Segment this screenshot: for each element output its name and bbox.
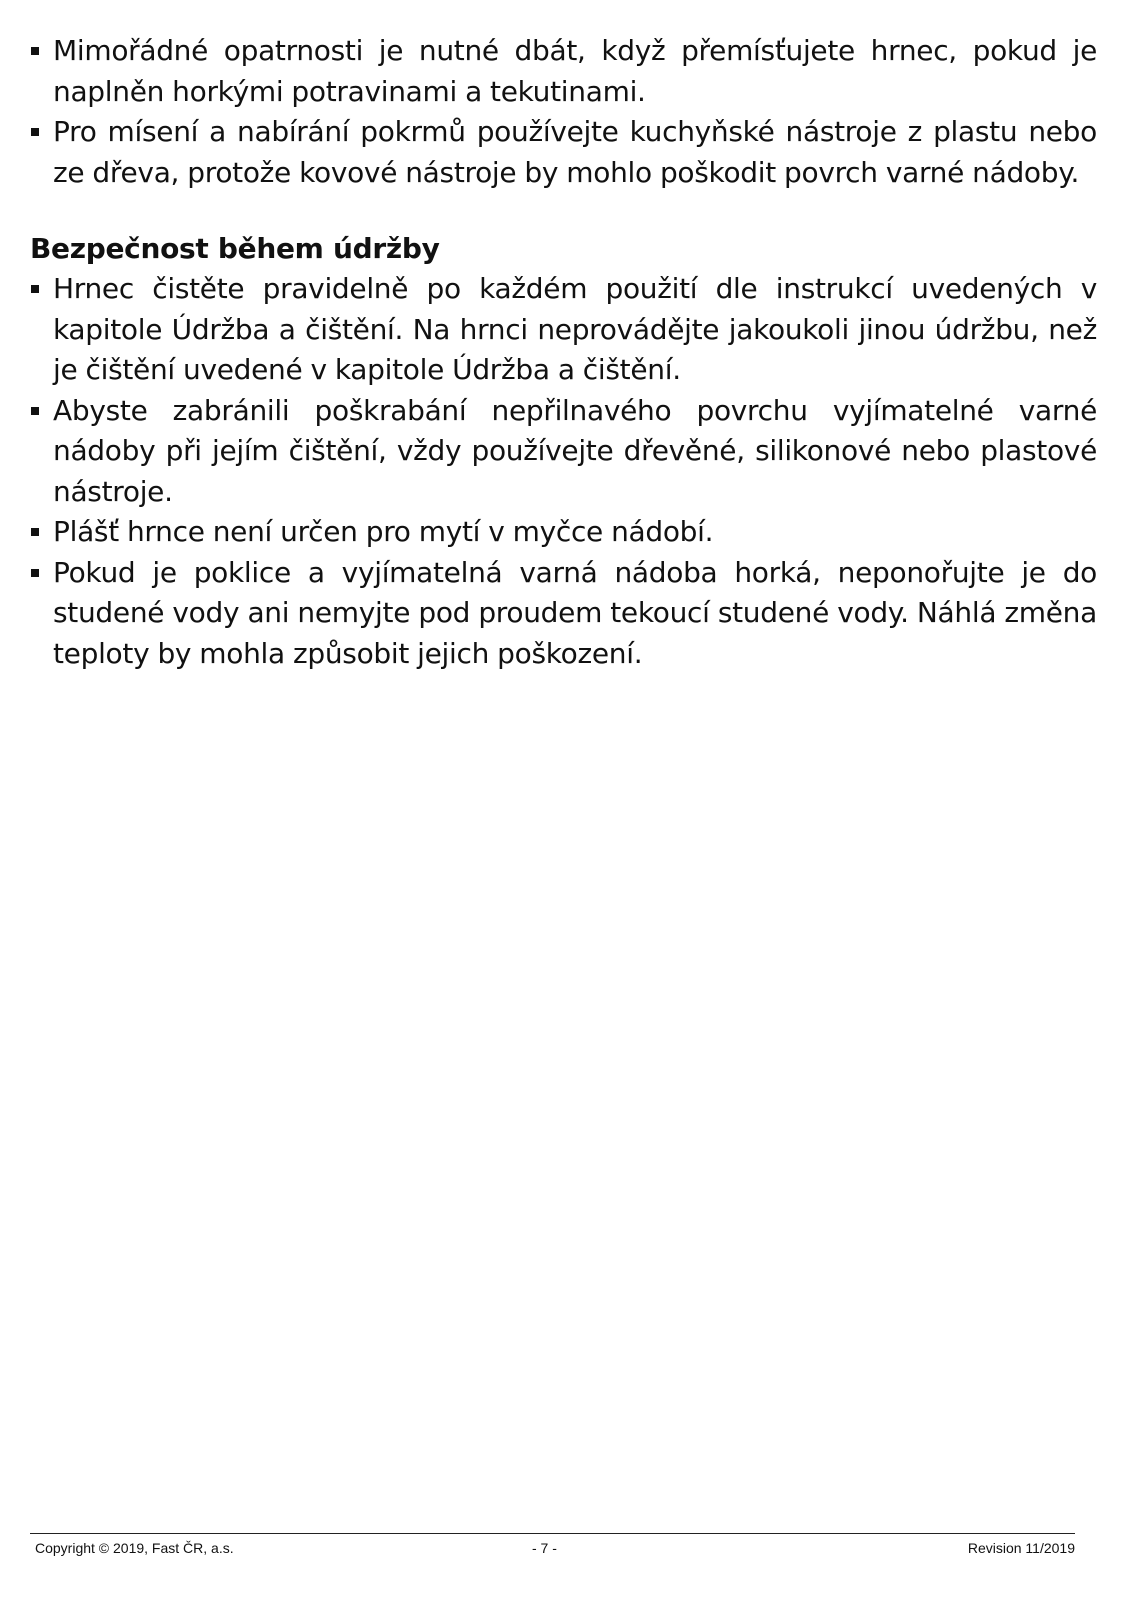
bullet-square-icon	[31, 285, 39, 293]
bullet-square-icon	[31, 407, 39, 415]
list-item-text: Hrnec čistěte pravidelně po každém použití dle instrukcí uvedených v kapitole Údržba a čištění. Na hrnci neprovádějte jakoukoli jinou údržbu, než je čištění uvedené v kapitole Údržba a čištění.	[53, 272, 1097, 386]
list-item	[30, 391, 1097, 513]
list-item	[30, 269, 1097, 391]
bullet-list-maintenance	[30, 269, 1097, 674]
list-item	[30, 112, 1097, 193]
bullet-square-icon	[31, 47, 39, 55]
list-item-text: Mimořádné opatrnosti je nutné dbát, když přemísťujete hrnec, pokud je naplněn horkými potravinami a tekutinami.	[53, 34, 1097, 108]
list-item	[30, 31, 1097, 112]
bullet-square-icon	[31, 128, 39, 136]
list-item-text: Abyste zabránili poškrabání nepřilnavého povrchu vyjímatelné varné nádoby při jejím čištění, vždy používejte dřevěné, silikonové nebo plastové nástroje.	[53, 393, 1097, 508]
list-item	[30, 512, 1097, 553]
bullet-square-icon	[31, 528, 39, 536]
list-item-text: Plášť hrnce není určen pro mytí v myčce nádobí.	[53, 515, 714, 548]
list-item-text: Pro mísení a nabírání pokrmů používejte kuchyňské nástroje z plastu nebo ze dřeva, protože kovové nástroje by mohlo poškodit povrch varné nádoby.	[53, 115, 1097, 189]
bullet-square-icon	[31, 569, 39, 577]
footer-copyright: Copyright © 2019, Fast ČR, a.s.	[35, 1540, 234, 1556]
footer-revision: Revision 11/2019	[967, 1540, 1075, 1556]
footer-divider	[30, 1533, 1075, 1534]
section-heading-maintenance-safety: Bezpečnost během údržby	[30, 232, 440, 265]
list-item	[30, 553, 1097, 675]
footer-page-number: - 7 -	[532, 1540, 557, 1556]
page-content	[30, 31, 1097, 674]
list-item-text: Pokud je poklice a vyjímatelná varná nádoba horká, neponořujte je do studené vody ani nemyjte pod proudem tekoucí studené vody. Náhlá změna teploty by mohla způsobit jejich poškození.	[53, 555, 1097, 670]
bullet-list-safety-handling	[30, 31, 1097, 193]
page-footer	[35, 1540, 1075, 1560]
